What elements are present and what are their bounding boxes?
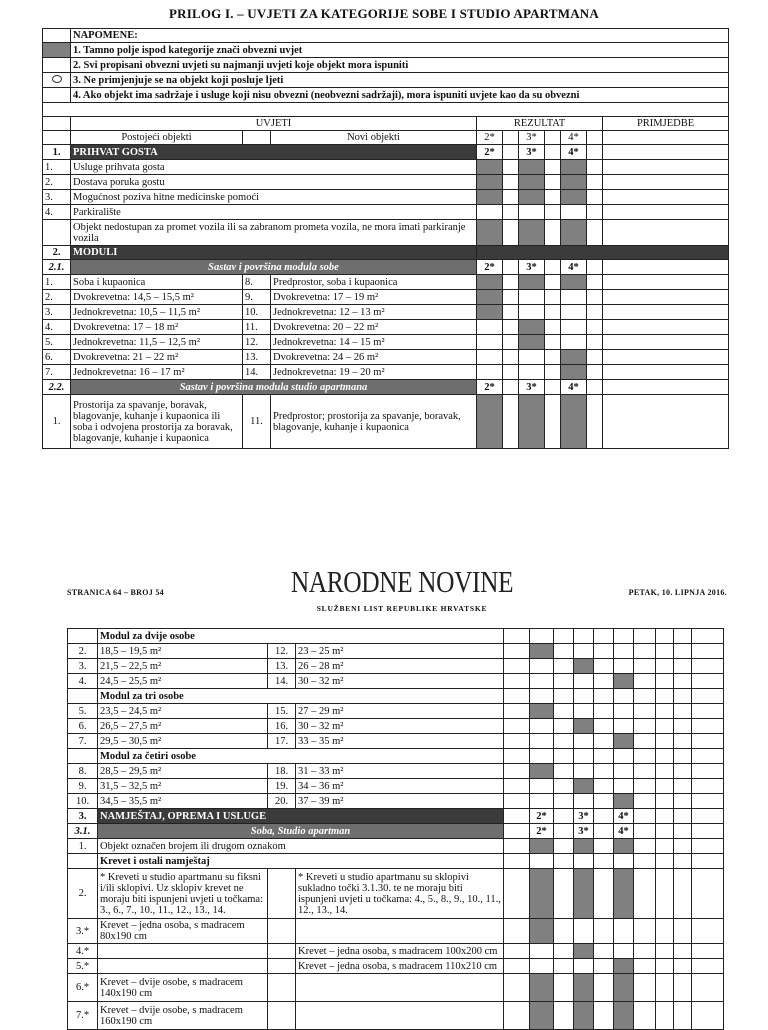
star-2: 2*: [477, 145, 503, 160]
new-condition: 26 – 28 m²: [296, 659, 504, 674]
module-heading: Modul za dvije osobe: [98, 629, 504, 644]
star-2: 2*: [530, 809, 554, 824]
existing-condition: Dvokrevetna: 21 – 22 m²: [71, 350, 243, 365]
row-num: 2.: [68, 644, 98, 659]
condition-text: Objekt nedostupan za promet vozila ili sa zabranom prometa vozila, ne mora imati parkiranje vozila: [71, 220, 477, 246]
row-num-new: 19.: [268, 779, 296, 794]
existing-condition: Krevet – jedna osoba, s madracem 80x190 cm: [98, 919, 268, 944]
row-num: 4.*: [68, 944, 98, 959]
star-4: 4*: [614, 809, 634, 824]
row-num: 8.: [68, 764, 98, 779]
novi-header: Novi objekti: [271, 131, 477, 145]
page-number: STRANICA 64 – BROJ 54: [67, 588, 164, 597]
existing-condition: 29,5 – 30,5 m²: [98, 734, 268, 749]
star-4: 4*: [561, 145, 587, 160]
star-3: 3*: [519, 145, 545, 160]
new-condition: Predprostor; prostorija za spavanje, boravak, blagovanje, kuhanje i kupaonica: [271, 395, 477, 449]
condition-text: Usluge prihvata gosta: [71, 160, 477, 175]
section-1-num: 1.: [43, 145, 71, 160]
new-condition: 31 – 33 m²: [296, 764, 504, 779]
star-3: 3*: [574, 809, 594, 824]
new-condition: Predprostor, soba i kupaonica: [271, 275, 477, 290]
section-3-num: 3.: [68, 809, 98, 824]
row-num: 2.: [68, 869, 98, 919]
condition-text: Mogućnost poziva hitne medicinske pomoći: [71, 190, 477, 205]
existing-condition: Jednokrevetna: 10,5 – 11,5 m²: [71, 305, 243, 320]
existing-condition: Jednokrevetna: 16 – 17 m²: [71, 365, 243, 380]
row-num-new: 12.: [243, 335, 271, 350]
row-num: 2.: [43, 290, 71, 305]
row-num: 7.: [68, 734, 98, 749]
masthead: NARODNE NOVINE: [290, 564, 514, 599]
row-num: 7.: [43, 365, 71, 380]
star-3: 3*: [574, 824, 594, 839]
row-num-new: 13.: [268, 659, 296, 674]
note-3: 3. Ne primjenjuje se na objekt koji posluje ljeti: [71, 73, 729, 88]
row-num: 6.: [43, 350, 71, 365]
row-num: 3.: [43, 305, 71, 320]
row-num-new: 11.: [243, 320, 271, 335]
star-3: 3*: [519, 380, 545, 395]
star-2: 2*: [530, 824, 554, 839]
existing-condition: * Kreveti u studio apartmanu su fiksni i/ili sklopivi. Uz sklopiv krevet ne moraju biti ispunjeni uvjeti u točkama: 3., 6., 7., 10., 11., 12., 13., 14.: [98, 869, 268, 919]
existing-condition: 34,5 – 35,5 m²: [98, 794, 268, 809]
existing-condition: 21,5 – 22,5 m²: [98, 659, 268, 674]
new-condition: Jednokrevetna: 19 – 20 m²: [271, 365, 477, 380]
existing-condition: Prostorija za spavanje, boravak, blagovanje, kuhanje i kupaonica ili soba i odvojena prostorija za boravak, blagovanje, kuhanje i kupaonica: [71, 395, 243, 449]
row-num: 6.*: [68, 974, 98, 1002]
row-num-new: 8.: [243, 275, 271, 290]
row-num: 3.: [43, 190, 71, 205]
masthead-subtitle: SLUŽBENI LIST REPUBLIKE HRVATSKE: [316, 604, 488, 613]
row-num-new: 11.: [243, 395, 271, 449]
existing-condition: 18,5 – 19,5 m²: [98, 644, 268, 659]
section-2-1-title: Sastav i površina modula sobe: [71, 260, 477, 275]
module-heading: Modul za četiri osobe: [98, 749, 504, 764]
row-num-new: 10.: [243, 305, 271, 320]
row-num-new: 13.: [243, 350, 271, 365]
module-heading: Modul za tri osobe: [98, 689, 504, 704]
subheading: Krevet i ostali namještaj: [98, 854, 504, 869]
row-num: 10.: [68, 794, 98, 809]
new-condition: Jednokrevetna: 12 – 13 m²: [271, 305, 477, 320]
new-condition: 30 – 32 m²: [296, 719, 504, 734]
row-num: 5.: [43, 335, 71, 350]
row-num-new: 20.: [268, 794, 296, 809]
new-condition: 34 – 36 m²: [296, 779, 504, 794]
new-condition: Dvokrevetna: 24 – 26 m²: [271, 350, 477, 365]
row-num: 5.: [68, 704, 98, 719]
new-condition: Dvokrevetna: 20 – 22 m²: [271, 320, 477, 335]
new-condition: 27 – 29 m²: [296, 704, 504, 719]
section-3-title: NAMJEŠTAJ, OPREMA I USLUGE: [98, 809, 504, 824]
row-num-new: 14.: [268, 674, 296, 689]
existing-condition: Soba i kupaonica: [71, 275, 243, 290]
postojeci-header: Postojeći objekti: [71, 131, 243, 145]
uvjeti-header: UVJETI: [71, 117, 477, 131]
row-num: 1.: [43, 160, 71, 175]
condition-text: Objekt označen brojem ili drugom oznakom: [98, 839, 504, 854]
row-num: 1.: [43, 275, 71, 290]
star-2: 2*: [477, 380, 503, 395]
existing-condition: Dvokrevetna: 14,5 – 15,5 m²: [71, 290, 243, 305]
row-num: 4.: [43, 205, 71, 220]
section-1-title: PRIHVAT GOSTA: [71, 145, 477, 160]
conditions-table-2: [67, 628, 724, 1030]
row-num: 4.: [68, 674, 98, 689]
star-4: 4*: [561, 260, 587, 275]
new-condition: * Kreveti u studio apartmanu su sklopivi sukladno točki 3.1.30. te ne moraju biti ispunjeni uvjeti u točkama: 4., 5., 8., 9., 10., 11., 12., 13., 14.: [296, 869, 504, 919]
row-num-new: 15.: [268, 704, 296, 719]
section-3-1-num: 3.1.: [68, 824, 98, 839]
existing-condition: 24,5 – 25,5 m²: [98, 674, 268, 689]
star-3: 3*: [519, 260, 545, 275]
new-condition: Jednokrevetna: 14 – 15 m²: [271, 335, 477, 350]
star-4: 4*: [561, 380, 587, 395]
section-2-2-num: 2.2.: [43, 380, 71, 395]
row-num-new: 18.: [268, 764, 296, 779]
dark-field-legend: [43, 43, 71, 58]
row-num: 9.: [68, 779, 98, 794]
section-2-num: 2.: [43, 246, 71, 260]
existing-condition: Krevet – dvije osobe, s madracem 140x190 cm: [98, 974, 268, 1002]
issue-date: PETAK, 10. LIPNJA 2016.: [628, 588, 727, 597]
rezultat-header: REZULTAT: [477, 117, 603, 131]
row-num: 1.: [68, 839, 98, 854]
newspaper-header: [67, 564, 727, 613]
primjedbe-header: PRIMJEDBE: [603, 117, 729, 131]
row-num-new: 12.: [268, 644, 296, 659]
existing-condition: Krevet – dvije osobe, s madracem 160x190 cm: [98, 1002, 268, 1030]
new-condition: 37 – 39 m²: [296, 794, 504, 809]
row-num: 5.*: [68, 959, 98, 974]
star-4-header: 4*: [561, 131, 587, 145]
conditions-table-1: [42, 28, 729, 449]
new-condition: 30 – 32 m²: [296, 674, 504, 689]
row-num: 4.: [43, 320, 71, 335]
star-2-header: 2*: [477, 131, 503, 145]
condition-text: Parkiralište: [71, 205, 477, 220]
row-num-new: 9.: [243, 290, 271, 305]
note-2: 2. Svi propisani obvezni uvjeti su najmanji uvjeti koje objekt mora ispuniti: [71, 58, 729, 73]
existing-condition: 26,5 – 27,5 m²: [98, 719, 268, 734]
existing-condition: Jednokrevetna: 11,5 – 12,5 m²: [71, 335, 243, 350]
existing-condition: Dvokrevetna: 17 – 18 m²: [71, 320, 243, 335]
section-2-2-title: Sastav i površina modula studio apartmana: [71, 380, 477, 395]
section-2-title: MODULI: [71, 246, 477, 260]
row-num: 1.: [43, 395, 71, 449]
condition-text: Dostava poruka gostu: [71, 175, 477, 190]
page-title: PRILOG I. – UVJETI ZA KATEGORIJE SOBE I STUDIO APARTMANA: [169, 6, 599, 21]
existing-condition: 31,5 – 32,5 m²: [98, 779, 268, 794]
section-3-1-title: Soba, Studio apartman: [98, 824, 504, 839]
row-num: 2.: [43, 175, 71, 190]
row-num: 3.: [68, 659, 98, 674]
star-3-header: 3*: [519, 131, 545, 145]
row-num: 3.*: [68, 919, 98, 944]
row-num-new: 14.: [243, 365, 271, 380]
row-num: 7.*: [68, 1002, 98, 1030]
new-condition: Krevet – jedna osoba, s madracem 100x200 cm: [296, 944, 504, 959]
new-condition: Dvokrevetna: 17 – 19 m²: [271, 290, 477, 305]
row-num-new: 16.: [268, 719, 296, 734]
section-2-1-num: 2.1.: [43, 260, 71, 275]
row-num: 6.: [68, 719, 98, 734]
note-1: 1. Tamno polje ispod kategorije znači obvezni uvjet: [71, 43, 729, 58]
summer-symbol-icon: [43, 73, 71, 88]
notes-heading: NAPOMENE:: [71, 29, 729, 43]
existing-condition: 23,5 – 24,5 m²: [98, 704, 268, 719]
new-condition: Krevet – jedna osoba, s madracem 110x210 cm: [296, 959, 504, 974]
star-4: 4*: [614, 824, 634, 839]
new-condition: 33 – 35 m²: [296, 734, 504, 749]
note-4: 4. Ako objekt ima sadržaje i usluge koji nisu obvezni (neobvezni sadržaji), mora ispuniti uvjete kao da su obvezni: [71, 88, 729, 103]
row-num-new: 17.: [268, 734, 296, 749]
star-2: 2*: [477, 260, 503, 275]
row-num: [43, 220, 71, 246]
existing-condition: 28,5 – 29,5 m²: [98, 764, 268, 779]
new-condition: 23 – 25 m²: [296, 644, 504, 659]
